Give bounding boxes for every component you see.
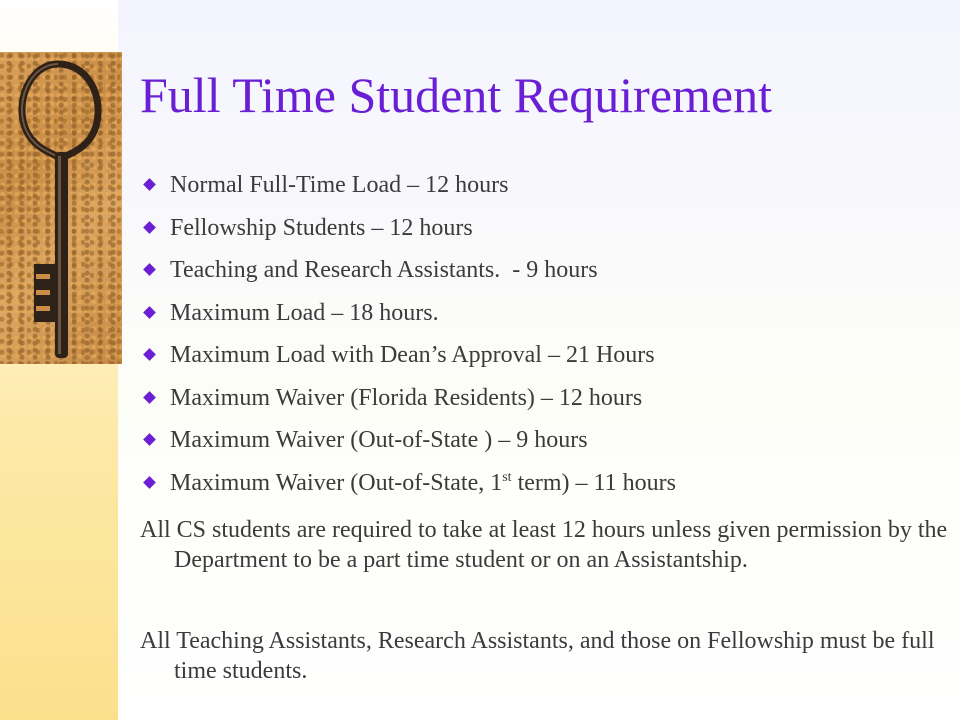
bullet-text: Maximum Load with Dean’s Approval – 21 Hours <box>170 342 655 368</box>
bullet-item <box>145 385 945 428</box>
diamond-icon <box>143 476 156 489</box>
bullet-item <box>145 172 945 215</box>
bullet-text-end: term) – 11 hours <box>511 469 676 496</box>
bullet-text-start: Maximum Waiver (Out-of-State, 1 <box>170 469 503 496</box>
diamond-icon <box>143 221 156 234</box>
diamond-icon <box>143 263 156 276</box>
diamond-icon <box>143 391 156 404</box>
bullet-text: Teaching and Research Assistants. - 9 hours <box>170 257 598 283</box>
bullet-text: Fellowship Students – 12 hours <box>170 214 473 241</box>
bullet-item <box>145 427 945 470</box>
requirement-paragraph: All CS students are required to take at least 12 hours unless given permission by the Department to be a part time student or on an Assistantship. <box>140 517 948 573</box>
bullet-text: Maximum Waiver (Florida Residents) – 12 hours <box>170 384 643 411</box>
bullet-item <box>145 215 945 258</box>
bullet-item <box>145 342 945 385</box>
slide-title: Full Time Student Requirement <box>140 67 772 123</box>
bullet-item <box>145 300 945 343</box>
diamond-icon <box>143 306 156 319</box>
bullet-item <box>145 257 945 300</box>
bullet-text: Maximum Load – 18 hours. <box>170 299 439 326</box>
bullet-text: Maximum Waiver (Out-of-State ) – 9 hours <box>170 427 588 453</box>
bullet-list <box>145 172 945 512</box>
bullet-item <box>145 470 945 513</box>
diamond-icon <box>143 433 156 446</box>
assistants-paragraph: All Teaching Assistants, Research Assistants, and those on Fellowship must be full time students. <box>140 628 935 684</box>
key-icon <box>0 52 122 364</box>
diamond-icon <box>143 348 156 361</box>
key-photo <box>0 52 122 364</box>
diamond-icon <box>143 178 156 191</box>
ordinal-suffix: st <box>502 469 512 485</box>
bullet-text <box>170 470 676 497</box>
bullet-text: Normal Full-Time Load – 12 hours <box>170 172 509 198</box>
